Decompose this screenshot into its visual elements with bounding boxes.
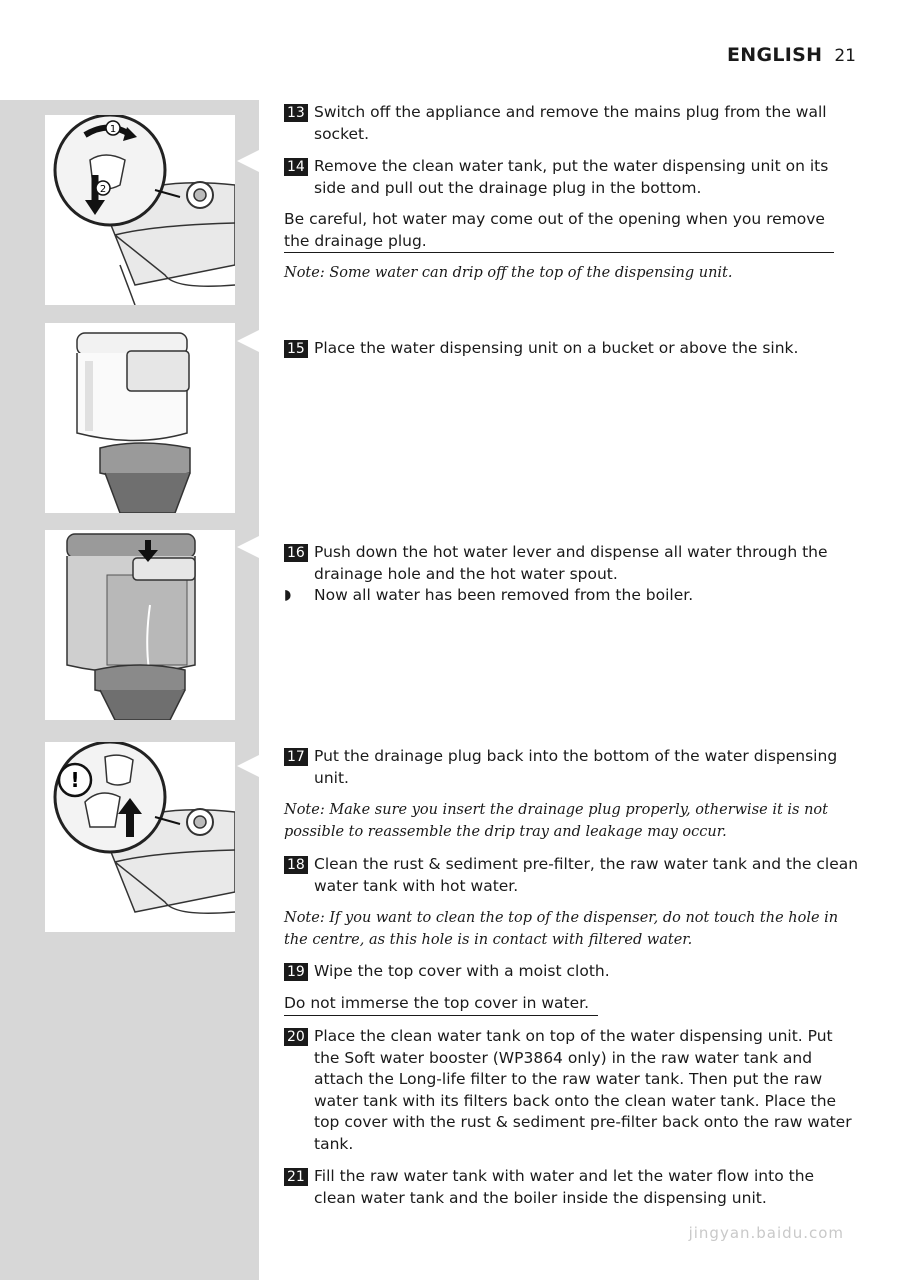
step-text: Wipe the top cover with a moist cloth. — [314, 962, 610, 980]
step-text: Remove the clean water tank, put the water dispensing unit on its side and pull out the drainage plug in the bottom. — [314, 157, 829, 197]
note-hole: Note: If you want to clean the top of the dispenser, do not touch the hole in the centre, as this hole is in contact with filtered water. — [284, 910, 839, 948]
step-13 — [284, 102, 859, 145]
warning-hot-water: Be careful, hot water may come out of the opening when you remove the drainage plug. — [284, 209, 834, 253]
step-number: 18 — [284, 856, 308, 874]
step-number: 13 — [284, 104, 308, 122]
step-text: Fill the raw water tank with water and let the water flow into the clean water tank and the boiler inside the dispensing unit. — [314, 1167, 815, 1207]
step-number: 19 — [284, 963, 308, 981]
note-drip: Note: Some water can drip off the top of the dispensing unit. — [284, 265, 733, 281]
watermark: jingyan.baidu.com — [688, 1224, 844, 1242]
step-21 — [284, 1166, 859, 1209]
step-number: 15 — [284, 340, 308, 358]
illustration-unit-on-bucket — [45, 323, 235, 513]
warning-immerse: Do not immerse the top cover in water. — [284, 993, 598, 1016]
note-plug: Note: Make sure you insert the drainage plug properly, otherwise it is not possible to reassemble the drip tray and leakage may occur. — [284, 802, 828, 840]
page-number: 21 — [834, 46, 856, 66]
step-number: 17 — [284, 748, 308, 766]
step-text: Clean the rust & sediment pre-filter, the raw water tank and the clean water tank with hot water. — [314, 855, 859, 895]
step-text: Put the drainage plug back into the bottom of the water dispensing unit. — [314, 747, 838, 787]
pointer-arrow — [237, 755, 259, 777]
bullet-icon: ◗ — [284, 587, 292, 603]
pointer-arrow — [237, 150, 259, 172]
callout-2: 2 — [99, 184, 107, 195]
illustration-insert-plug — [45, 742, 235, 932]
bullet-text: Now all water has been removed from the boiler. — [314, 586, 694, 604]
step-17 — [284, 746, 859, 789]
step-19 — [284, 961, 859, 983]
step-text: Place the clean water tank on top of the water dispensing unit. Put the Soft water booster (WP3864 only) in the raw water tank and attach the Long-life filter to the raw water tank. Then put the raw water tank with its filters back onto the clean water tank. Place the top cover with the rust & sediment pre-filter back onto the raw water tank. — [314, 1027, 852, 1153]
step-number: 14 — [284, 158, 308, 176]
illustration-push-lever — [45, 530, 235, 720]
language-label: ENGLISH — [727, 44, 823, 66]
step-number: 16 — [284, 544, 308, 562]
page-header — [727, 44, 856, 66]
step-text: Place the water dispensing unit on a bucket or above the sink. — [314, 339, 799, 357]
step-text: Switch off the appliance and remove the mains plug from the wall socket. — [314, 103, 827, 143]
result-bullet — [284, 585, 859, 607]
step-14 — [284, 156, 859, 199]
pointer-arrow — [237, 536, 259, 558]
step-number: 21 — [284, 1168, 308, 1186]
step-20 — [284, 1026, 859, 1155]
step-16 — [284, 542, 859, 585]
callout-1: 1 — [109, 124, 117, 135]
warning-callout: ! — [70, 768, 80, 792]
illustration-remove-plug — [45, 115, 235, 305]
step-18 — [284, 854, 859, 897]
step-number: 20 — [284, 1028, 308, 1046]
step-15 — [284, 338, 859, 360]
step-text: Push down the hot water lever and dispense all water through the drainage hole and the hot water spout. — [314, 543, 828, 583]
pointer-arrow — [237, 330, 259, 352]
